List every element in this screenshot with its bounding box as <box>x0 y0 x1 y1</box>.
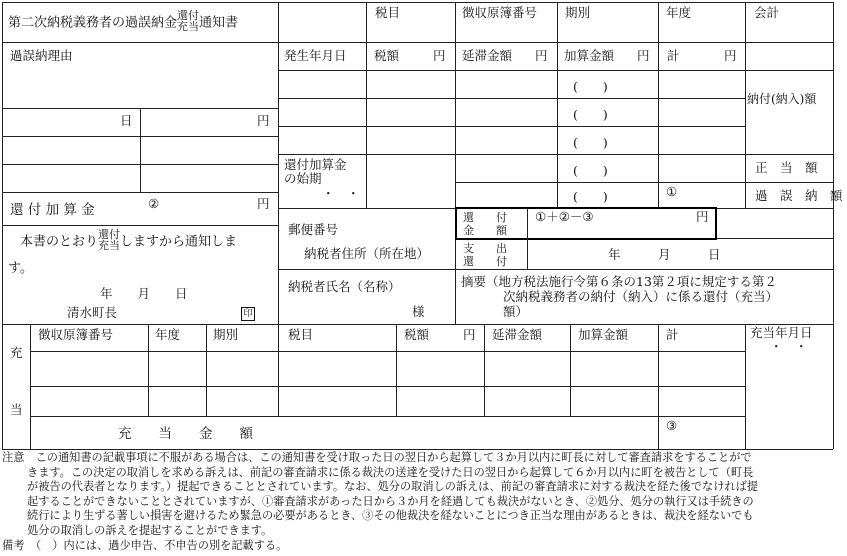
summary-line-3: 額） <box>503 304 529 319</box>
note-line-2: きます。この決定の取消しを求める訴えは、前記の審査請求に係る裁決の送達を受けた日の翌日から起算して６か月以内に町を被告として（町長 <box>27 465 754 479</box>
occurrence-date-label: 発生年月日 <box>284 48 347 63</box>
notice-date: 年 月 日 <box>100 286 188 301</box>
bottom-app-date-dots: ・ ・ <box>770 339 808 354</box>
notice-stack-bottom: 充当 <box>98 239 121 252</box>
paren-row-5: ( ) <box>573 189 608 204</box>
paren-row-3: ( ) <box>573 135 608 150</box>
mayor-label: 清水町長 <box>67 305 118 320</box>
notice-stack <box>98 229 120 251</box>
note-line-4: 起することができないこととされていますが、①審査請求があった日から３か月を経過しても裁決がないとき、②処分、処分の執行又は手続きの <box>27 494 754 508</box>
note-line-3: が被告の代表者となります。）提起できることとされています。なお、処分の取消しの訴えは、前記の審査請求に対する裁決を経た後でなければ提 <box>27 480 758 494</box>
bottom-tax-amount: 税額 <box>404 327 430 342</box>
reason-label: 過誤納理由 <box>10 48 73 63</box>
refund-start-line2: の始期 <box>284 171 322 186</box>
payment-date: 年 月 日 <box>608 247 721 262</box>
refund-formula: ①＋②－③ <box>535 209 594 224</box>
seal-icon: 印 <box>241 307 255 321</box>
bottom-period: 期別 <box>213 327 239 342</box>
refund-start-dots: ・ ・ <box>322 186 360 201</box>
notice-text <box>20 228 238 253</box>
total-yen: 円 <box>724 48 737 63</box>
day-label: 日 <box>120 113 133 128</box>
address-label: 納税者住所（所在地） <box>304 246 430 261</box>
payment-label-top: 支 出 <box>463 242 507 255</box>
note-line-1: 注意 この通知書の記載事項に不服がある場合は、この通知書を受け取った日の翌日から起算して３か月以内に町長に対して審査請求をすることがで <box>2 451 752 464</box>
side-label-bottom: 当 <box>10 402 23 417</box>
refund-yen: 円 <box>696 209 709 224</box>
header-tax-item: 税目 <box>375 5 401 20</box>
mayor-seal <box>241 305 255 321</box>
taxpayer-name-label: 納税者氏名（名称） <box>288 279 401 294</box>
applied-amount-label: 充 当 金 額 <box>118 426 253 442</box>
notes-section <box>2 451 845 553</box>
bottom-total: 計 <box>666 327 679 342</box>
bottom-penalty: 加算金額 <box>578 327 629 342</box>
title-pre: 第二次納税義務者の過誤納金 <box>8 15 178 31</box>
delinquency-label: 延滞金額 <box>462 48 513 63</box>
total-label: 計 <box>667 48 680 63</box>
bottom-app-date: 充当年月日 <box>750 325 813 340</box>
title-stack-bottom: 充当 <box>177 20 200 33</box>
refund-amount-label-top: 還 付 <box>463 211 507 224</box>
header-account: 会計 <box>754 5 780 20</box>
title-stack-top: 還付 <box>177 9 200 22</box>
paid-amount-label: 納付(納入)額 <box>747 92 817 106</box>
bottom-fiscal-year: 年度 <box>155 327 181 342</box>
tax-amount-label: 税額 <box>374 48 400 63</box>
paren-row-1: ( ) <box>573 79 608 94</box>
refund-addition-label: 還 付 加 算 金 <box>10 202 95 218</box>
note-line-5: 続行により生ずる著しい損害を避けるため緊急の必要があるとき、③その他裁決を経ないことにつき正当な理由があるときは、裁決を経ないでも <box>27 509 754 523</box>
form-title <box>8 9 239 34</box>
yen-label: 円 <box>257 113 270 128</box>
paren-row-2: ( ) <box>573 107 608 122</box>
bottom-delinquency: 延滞金額 <box>492 327 543 342</box>
notice-stack-top: 還付 <box>98 228 121 241</box>
header-period: 期別 <box>565 5 591 20</box>
circle-1: ① <box>666 184 678 199</box>
title-stack <box>177 10 199 32</box>
erroneous-amount-label: 過 誤 納 額 <box>755 188 843 203</box>
notice-end: す。 <box>8 261 33 276</box>
circle-3: ③ <box>666 418 678 433</box>
refund-amount-label-bottom: 金 額 <box>463 224 507 237</box>
circle-2: ② <box>148 196 160 211</box>
header-receipt-no: 徴収原簿番号 <box>462 5 538 20</box>
delinquency-yen: 円 <box>535 48 548 63</box>
note-line-6: 処分の取消しの訴えを提起することができます。 <box>27 523 273 537</box>
bottom-tax-item: 税目 <box>288 327 314 342</box>
note-line-7: 備考 （ ）内には、過少申告、不申告の別を記載する。 <box>2 538 288 552</box>
notice-post: しますから通知しま <box>120 234 238 250</box>
correct-amount-label: 正 当 額 <box>755 160 818 175</box>
postal-code-label: 郵便番号 <box>288 222 339 237</box>
refund-start-line1: 還付加算金 <box>284 157 347 172</box>
header-fiscal-year: 年度 <box>666 5 692 20</box>
sama-label: 様 <box>412 304 425 319</box>
notice-pre: 本書のとおり <box>20 234 99 250</box>
paren-row-4: ( ) <box>573 163 608 178</box>
refund-addition-yen: 円 <box>257 196 270 211</box>
bottom-receipt-no: 徴収原簿番号 <box>38 327 114 342</box>
penalty-label: 加算金額 <box>564 48 615 63</box>
side-label-top: 充 <box>10 345 23 360</box>
title-post: 通知書 <box>199 15 239 31</box>
payment-label-bottom: 還 付 <box>463 255 507 268</box>
summary-line-2: 次納税義務者の納付（納入）に係る還付（充当） <box>503 289 779 304</box>
penalty-yen: 円 <box>637 48 650 63</box>
summary-line-1: 摘要（地方税法施行令第６条の13第２項に規定する第２ <box>461 274 777 289</box>
bottom-tax-yen: 円 <box>463 327 476 342</box>
tax-amount-yen: 円 <box>433 48 446 63</box>
